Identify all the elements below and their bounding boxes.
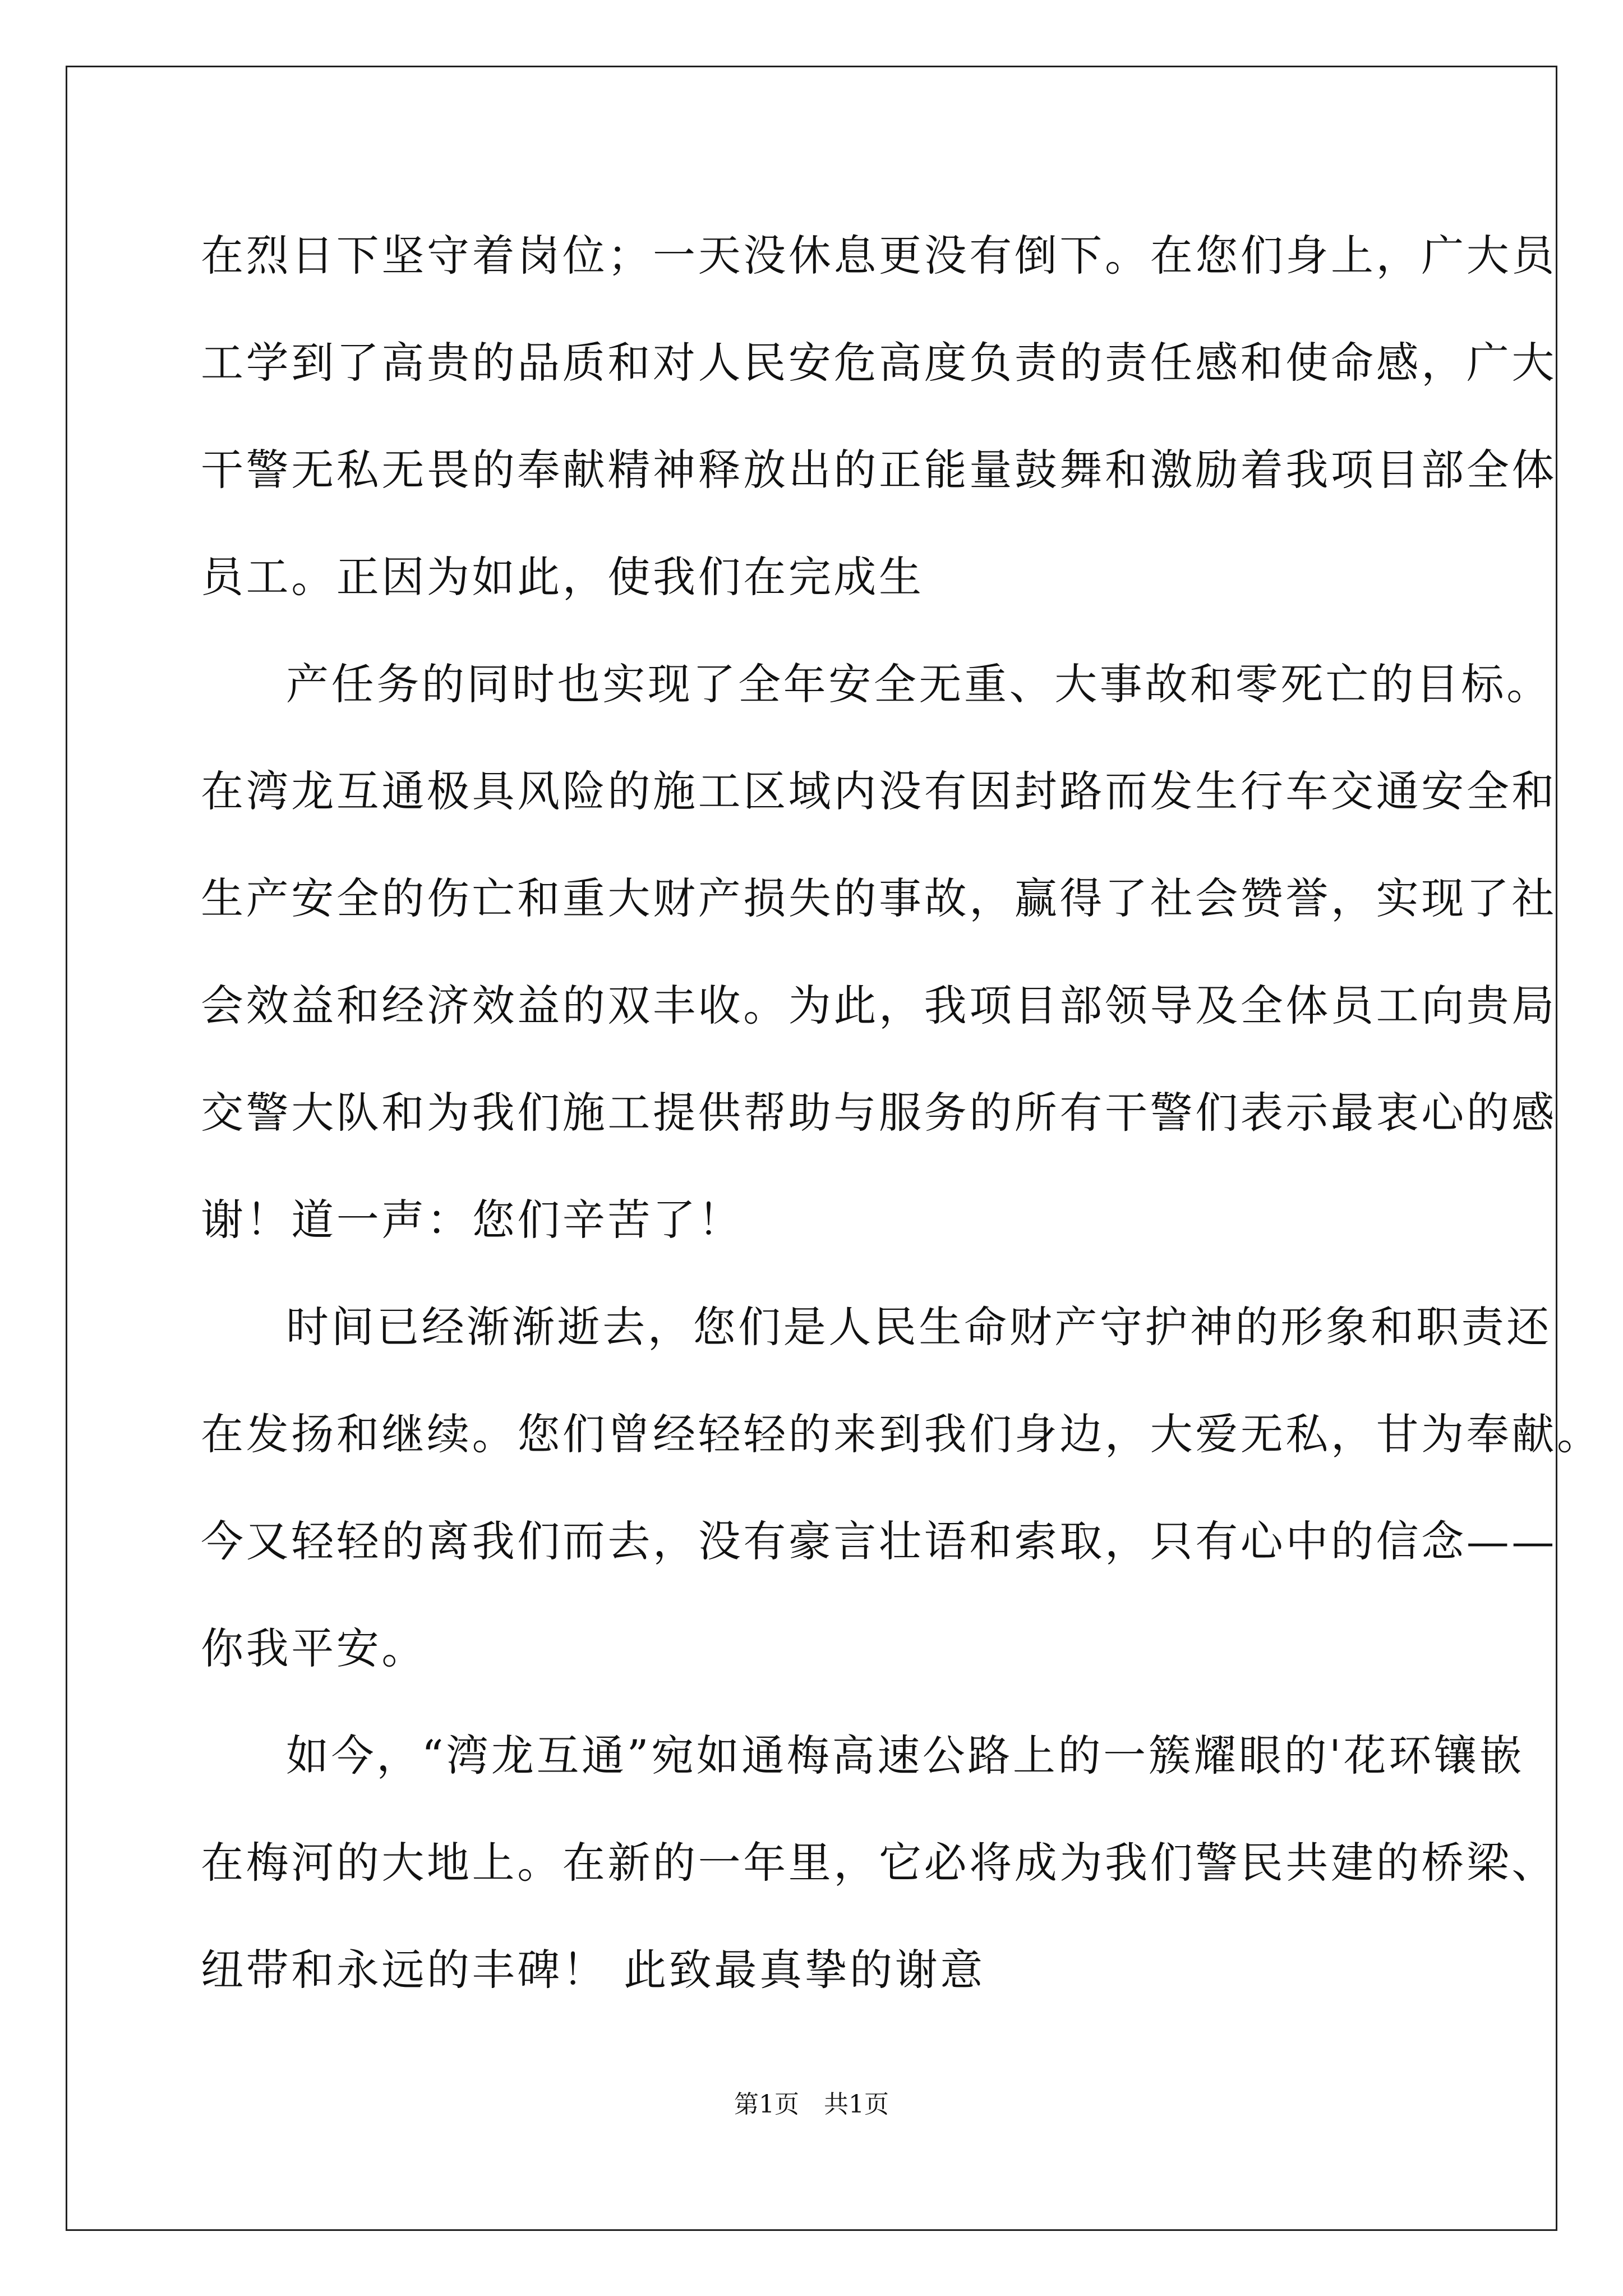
document-body <box>201 202 1602 2023</box>
text-line: 产任务的同时也实现了全年安全无重、大事故和零死亡的目标。 <box>286 659 1552 709</box>
text-line: 工学到了高贵的品质和对人民安危高度负责的责任感和使命感，广大 <box>201 338 1557 388</box>
text-line: 今又轻轻的离我们而去，没有豪言壮语和索取，只有心中的信念—— <box>201 1516 1557 1566</box>
text-line: 会效益和经济效益的双丰收。为此，我项目部领导及全体员工向贵局 <box>201 981 1557 1030</box>
text-line: 生产安全的伤亡和重大财产损失的事故，赢得了社会赞誉，实现了社 <box>201 873 1557 923</box>
text-line: 时间已经渐渐逝去，您们是人民生命财产守护神的形象和职责还 <box>286 1302 1552 1352</box>
text-line: 在烈日下坚守着岗位；一天没休息更没有倒下。在您们身上，广大员 <box>201 231 1557 280</box>
page-footer: 第1页 共1页 <box>734 2090 889 2119</box>
text-line: 你我平安。 <box>201 1623 427 1673</box>
text-line: 干警无私无畏的奉献精神释放出的正能量鼓舞和激励着我项目部全体 <box>201 445 1557 495</box>
text-line: 员工。正因为如此，使我们在完成生 <box>201 552 924 602</box>
text-line: 纽带和永远的丰碑！ 此致最真挚的谢意 <box>201 1945 985 1995</box>
text-line: 在梅河的大地上。在新的一年里，它必将成为我们警民共建的桥梁、 <box>201 1838 1557 1888</box>
text-line: 如今，“湾龙互通”宛如通梅高速公路上的一簇耀眼的'花环镶嵌 <box>286 1731 1524 1780</box>
text-line: 在发扬和继续。您们曾经轻轻的来到我们身边，大爱无私，甘为奉献。 <box>201 1409 1602 1459</box>
text-line: 谢！道一声：您们辛苦了！ <box>201 1195 744 1245</box>
text-line: 交警大队和为我们施工提供帮助与服务的所有干警们表示最衷心的感 <box>201 1088 1557 1138</box>
text-line: 在湾龙互通极具风险的施工区域内没有因封路而发生行车交通安全和 <box>201 766 1557 816</box>
